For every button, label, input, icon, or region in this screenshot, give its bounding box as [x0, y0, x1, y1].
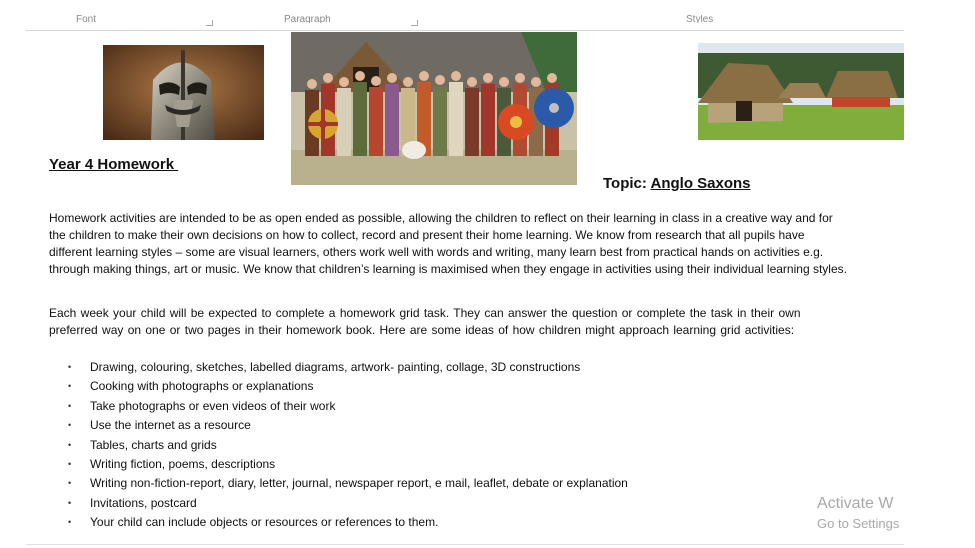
list-item: • Tables, charts and grids: [68, 436, 628, 455]
font-dialog-launcher-icon[interactable]: [206, 20, 213, 26]
bullet-icon: •: [68, 420, 72, 431]
activate-windows-title: Activate W: [817, 495, 894, 512]
thatched-houses-photo: [698, 43, 904, 140]
bullet-icon: •: [68, 497, 72, 508]
topic-label: Topic:: [603, 175, 651, 192]
saxon-helmet-photo: [103, 45, 264, 140]
list-item: • Use the internet as a resource: [68, 416, 628, 435]
ribbon-styles-label: Styles: [686, 15, 714, 23]
go-to-settings-link[interactable]: Go to Settings: [817, 516, 900, 531]
page-bottom-divider: [26, 544, 904, 545]
weekly-task-paragraph: Each week your child will be expected to complete a homework grid task. They can answer the question or complete the task in their own preferred way on one or two pages in their homework book. Here are some ideas of how children might approach learning grid activities:: [49, 306, 801, 337]
document-title: Year 4 Homework: [49, 156, 179, 173]
ribbon-paragraph-label: Paragraph: [284, 15, 331, 23]
list-item: • Writing fiction, poems, descriptions: [68, 455, 628, 474]
topic-heading: [603, 175, 751, 192]
activate-windows-watermark: [817, 494, 899, 534]
list-item: • Take photographs or even videos of their work: [68, 397, 628, 416]
anglo-saxon-village-crowd-photo: [291, 32, 577, 185]
bullet-icon: •: [68, 362, 72, 372]
bullet-icon: •: [68, 400, 72, 411]
bullet-icon: •: [68, 517, 72, 528]
list-item: • Writing non-fiction-report, diary, letter, journal, newspaper report, e mail, leaflet, debate or explanation: [68, 474, 628, 493]
activity-ideas-list: [68, 358, 628, 533]
list-item: • Cooking with photographs or explanations: [68, 377, 628, 396]
bullet-icon: •: [68, 439, 72, 450]
ribbon-font-label: Font: [76, 15, 97, 23]
bullet-icon: •: [68, 478, 72, 489]
paragraph-dialog-launcher-icon[interactable]: [411, 20, 418, 26]
bullet-icon: •: [68, 381, 72, 392]
bullet-icon: •: [68, 458, 72, 469]
list-item: • Your child can include objects or resources or references to them.: [68, 513, 628, 532]
intro-paragraph: Homework activities are intended to be as open ended as possible, allowing the children to reflect on their learning in class in a creative way and for the children to make their own decisions on how to collect, record and present their home learning. We know from research that all pupils have different learning styles – some are visual learners, others work well with words and writing, many learn best from practical hands on activities e.g. through making things, art or music. We know that children’s learning is maximised when they engage in activities using their individual learning styles.: [49, 211, 847, 276]
ribbon-group-labels: [26, 0, 904, 31]
list-item: • Drawing, colouring, sketches, labelled diagrams, artwork- painting, collage, 3D constructions: [68, 358, 628, 377]
list-item: • Invitations, postcard: [68, 494, 628, 513]
topic-value: Anglo Saxons: [650, 175, 751, 192]
